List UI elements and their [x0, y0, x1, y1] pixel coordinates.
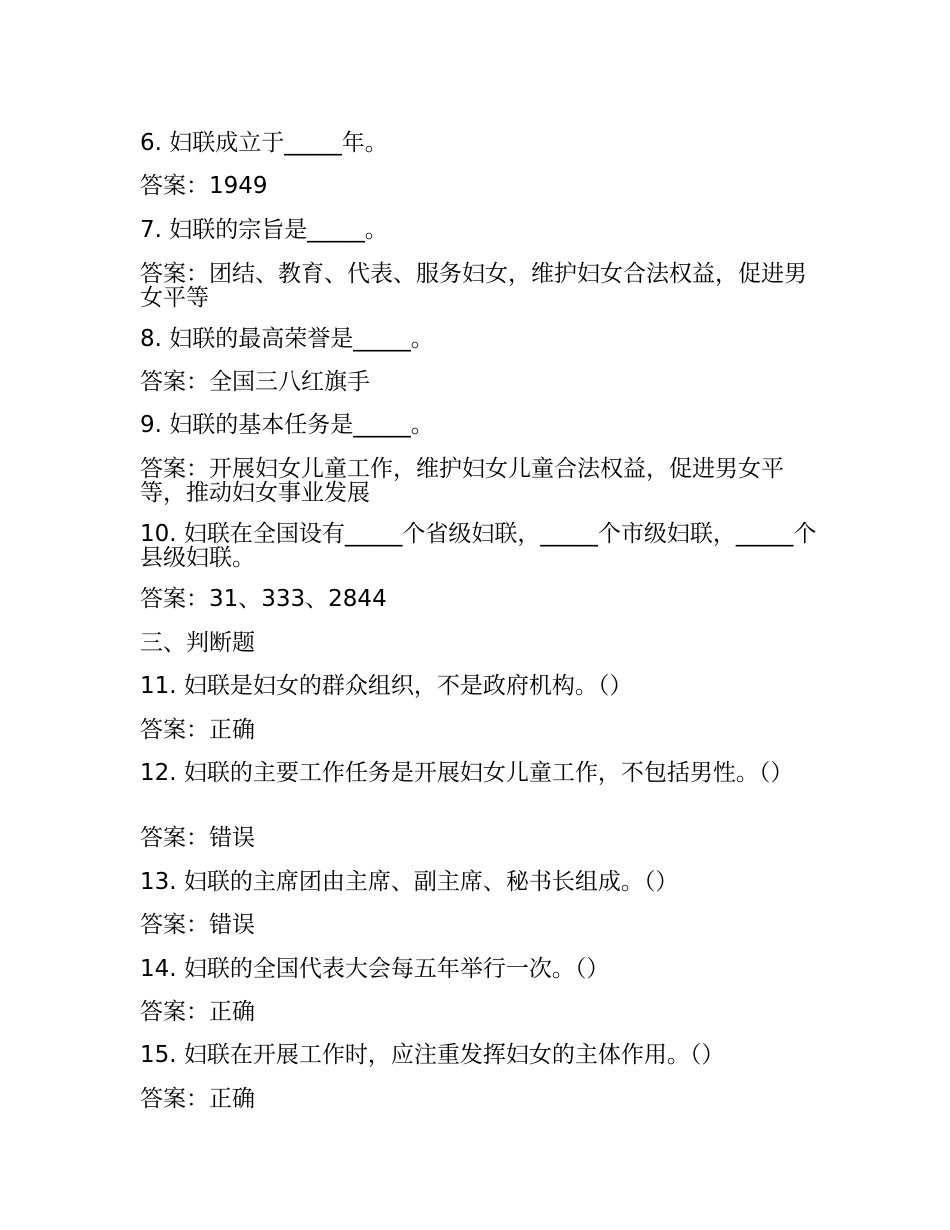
answer-6: 答案：1949 [140, 173, 268, 199]
question-9: 9. 妇联的基本任务是_____。 [140, 412, 434, 438]
question-10: 10. 妇联在全国设有_____个省级妇联，_____个市级妇联，_____个县级妇联。 [140, 521, 817, 571]
answer-12: 答案：错误 [140, 825, 255, 851]
answer-10: 答案：31、333、2844 [140, 586, 387, 612]
answer-13: 答案：错误 [140, 912, 255, 938]
answer-9: 答案：开展妇女儿童工作，维护妇女儿童合法权益，促进男女平等，推动妇女事业发展 [140, 456, 784, 506]
question-6: 6. 妇联成立于_____年。 [140, 130, 388, 156]
question-13: 13. 妇联的主席团由主席、副主席、秘书长组成。（） [140, 869, 679, 895]
question-14: 14. 妇联的全国代表大会每五年举行一次。（） [140, 956, 610, 982]
answer-14: 答案：正确 [140, 999, 255, 1025]
question-11: 11. 妇联是妇女的群众组织，不是政府机构。（） [140, 673, 633, 699]
question-8: 8. 妇联的最高荣誉是_____。 [140, 326, 434, 352]
section-heading-judgment: 三、判断题 [140, 630, 255, 656]
question-15: 15. 妇联在开展工作时，应注重发挥妇女的主体作用。（） [140, 1042, 725, 1068]
answer-11: 答案：正确 [140, 717, 255, 743]
answer-7: 答案：团结、教育、代表、服务妇女，维护妇女合法权益，促进男女平等 [140, 261, 807, 311]
answer-15: 答案：正确 [140, 1086, 255, 1112]
question-12: 12. 妇联的主要工作任务是开展妇女儿童工作，不包括男性。（） [140, 760, 794, 786]
question-7: 7. 妇联的宗旨是_____。 [140, 217, 388, 243]
answer-8: 答案：全国三八红旗手 [140, 369, 370, 395]
